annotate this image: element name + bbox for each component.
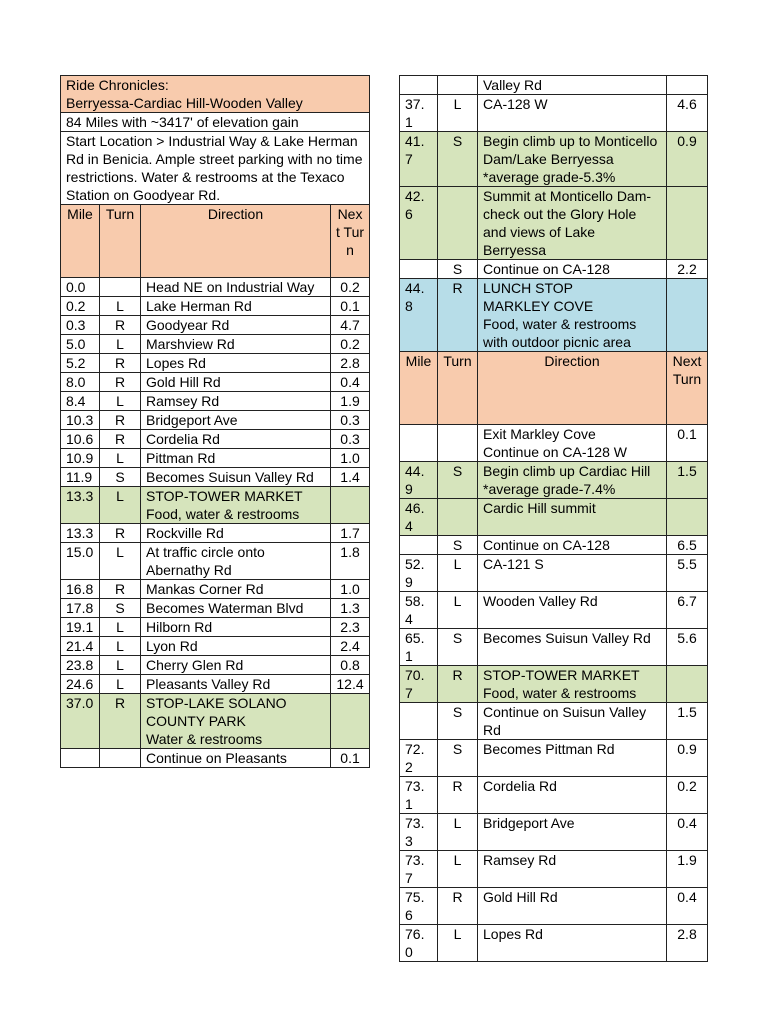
cue-row (61, 468, 370, 487)
cue-direction: Bridgeport Ave (478, 814, 667, 851)
cue-turn: L (100, 675, 141, 694)
cue-direction: Gold Hill Rd (141, 373, 331, 392)
cue-next-turn: 0.9 (667, 132, 708, 187)
cue-direction: Valley Rd (478, 76, 667, 95)
cue-row (61, 694, 370, 749)
cue-next-turn: 0.9 (667, 740, 708, 777)
cue-next-turn: 5.5 (667, 555, 708, 592)
cue-next-turn: 2.3 (331, 618, 370, 637)
cue-direction: Continue on Suisun Valley Rd (478, 703, 667, 740)
cue-row (61, 316, 370, 335)
cue-direction: Hilborn Rd (141, 618, 331, 637)
cue-mile (400, 425, 438, 462)
cue-row (61, 524, 370, 543)
cue-turn: R (438, 666, 478, 703)
cue-turn: R (438, 279, 478, 352)
cue-direction: Pleasants Valley Rd (141, 675, 331, 694)
cue-row (400, 703, 708, 740)
col-mile-header: Mile (61, 205, 100, 278)
cue-next-turn: 0.2 (331, 278, 370, 297)
cue-mile: 10.9 (61, 449, 100, 468)
cue-turn: L (100, 449, 141, 468)
cue-row (61, 411, 370, 430)
cue-next-turn: 0.1 (331, 297, 370, 316)
cue-turn: S (438, 536, 478, 555)
col-turn-header: Turn (100, 205, 141, 278)
cue-mile: 37.1 (400, 95, 438, 132)
cue-next-turn: 1.3 (331, 599, 370, 618)
cue-turn (438, 187, 478, 260)
cue-turn: S (438, 462, 478, 499)
cue-row (61, 599, 370, 618)
cue-direction: STOP-TOWER MARKET Food, water & restrooms (141, 487, 331, 524)
cue-mile: 17.8 (61, 599, 100, 618)
cue-next-turn (667, 499, 708, 536)
cue-row (400, 132, 708, 187)
cue-direction: Pittman Rd (141, 449, 331, 468)
cue-next-turn: 2.4 (331, 637, 370, 656)
cue-next-turn: 4.7 (331, 316, 370, 335)
cue-direction: CA-128 W (478, 95, 667, 132)
cue-row (61, 656, 370, 675)
cue-mile: 41.7 (400, 132, 438, 187)
column-header-row (61, 205, 370, 278)
cue-mile: 15.0 (61, 543, 100, 580)
cue-next-turn: 2.8 (331, 354, 370, 373)
cue-direction: Exit Markley Cove Continue on CA-128 W (478, 425, 667, 462)
cue-mile: 16.8 (61, 580, 100, 599)
cue-turn: R (438, 888, 478, 925)
cue-turn: L (438, 555, 478, 592)
cue-row (61, 675, 370, 694)
cue-mile: 10.3 (61, 411, 100, 430)
cue-mile: 58.4 (400, 592, 438, 629)
cue-direction: Gold Hill Rd (478, 888, 667, 925)
cue-direction: Lopes Rd (141, 354, 331, 373)
start-location: Start Location > Industrial Way & Lake Herman Rd in Benicia. Ample street parking with no time restrictions. Water & restrooms at the Texaco Station on Goodyear Rd. (61, 132, 370, 205)
cue-direction: Ramsey Rd (478, 851, 667, 888)
cue-mile: 46.4 (400, 499, 438, 536)
cue-direction: Begin climb up Cardiac Hill *average grade-7.4% (478, 462, 667, 499)
cue-turn: S (438, 740, 478, 777)
cue-row (61, 430, 370, 449)
cue-turn: S (438, 629, 478, 666)
cue-direction: At traffic circle onto Abernathy Rd (141, 543, 331, 580)
cue-next-turn: 0.3 (331, 411, 370, 430)
cue-next-turn: 2.8 (667, 925, 708, 962)
cue-mile: 52.9 (400, 555, 438, 592)
cue-next-turn (667, 187, 708, 260)
cue-row (400, 925, 708, 962)
cue-direction: Continue on CA-128 (478, 260, 667, 279)
cue-next-turn: 12.4 (331, 675, 370, 694)
cue-mile: 21.4 (61, 637, 100, 656)
cue-row (61, 335, 370, 354)
cue-next-turn: 1.4 (331, 468, 370, 487)
cue-turn: L (438, 95, 478, 132)
cue-mile: 10.6 (61, 430, 100, 449)
cue-sheet-left (60, 75, 370, 768)
cue-row (400, 499, 708, 536)
ride-stats-row (61, 113, 370, 132)
cue-mile: 11.9 (61, 468, 100, 487)
cue-next-turn: 0.3 (331, 430, 370, 449)
cue-row (61, 392, 370, 411)
cue-turn (100, 278, 141, 297)
cue-direction: Continue on CA-128 (478, 536, 667, 555)
cue-turn: S (438, 260, 478, 279)
cue-row (400, 777, 708, 814)
cue-direction: Lyon Rd (141, 637, 331, 656)
cue-direction: Lake Herman Rd (141, 297, 331, 316)
cue-mile (400, 260, 438, 279)
cue-row (400, 814, 708, 851)
cue-turn (438, 499, 478, 536)
column-header-row (400, 352, 708, 425)
cue-mile: 65.1 (400, 629, 438, 666)
cue-next-turn (667, 666, 708, 703)
cue-direction: Becomes Suisun Valley Rd (478, 629, 667, 666)
cue-row (61, 278, 370, 297)
cue-next-turn: 0.2 (331, 335, 370, 354)
cue-row (400, 462, 708, 499)
cue-mile (400, 703, 438, 740)
cue-row (61, 487, 370, 524)
cue-next-turn (667, 76, 708, 95)
cue-direction: Continue on Pleasants (141, 749, 331, 768)
cue-mile: 37.0 (61, 694, 100, 749)
cue-direction: Becomes Pittman Rd (478, 740, 667, 777)
cue-mile: 42.6 (400, 187, 438, 260)
cue-row (400, 76, 708, 95)
cue-row (61, 637, 370, 656)
cue-turn: S (438, 132, 478, 187)
cue-direction: Becomes Waterman Blvd (141, 599, 331, 618)
cue-mile: 44.8 (400, 279, 438, 352)
cue-next-turn: 4.6 (667, 95, 708, 132)
cue-direction: Cherry Glen Rd (141, 656, 331, 675)
cue-turn: R (100, 373, 141, 392)
cue-direction: Cordelia Rd (478, 777, 667, 814)
cue-row (61, 373, 370, 392)
cue-next-turn: 0.4 (667, 814, 708, 851)
cue-next-turn (331, 694, 370, 749)
cue-next-turn: 6.7 (667, 592, 708, 629)
cue-row (400, 536, 708, 555)
cue-direction: Rockville Rd (141, 524, 331, 543)
cue-turn: L (438, 814, 478, 851)
cue-mile: 5.2 (61, 354, 100, 373)
cue-turn (438, 425, 478, 462)
cue-sheet-right (399, 75, 708, 962)
cue-row (400, 592, 708, 629)
cue-direction: Summit at Monticello Dam-check out the Glory Hole and views of Lake Berryessa (478, 187, 667, 260)
cue-mile: 19.1 (61, 618, 100, 637)
cue-next-turn: 1.9 (331, 392, 370, 411)
cue-turn (100, 749, 141, 768)
cue-row (400, 425, 708, 462)
cue-mile: 13.3 (61, 487, 100, 524)
cue-direction: Marshview Rd (141, 335, 331, 354)
cue-turn: L (100, 543, 141, 580)
cue-turn: L (438, 851, 478, 888)
ride-title-row (61, 76, 370, 113)
cue-mile: 70.7 (400, 666, 438, 703)
cue-next-turn: 0.1 (331, 749, 370, 768)
cue-turn: L (100, 618, 141, 637)
cue-mile: 73.1 (400, 777, 438, 814)
cue-direction: Cordelia Rd (141, 430, 331, 449)
cue-turn: L (100, 297, 141, 316)
cue-row (400, 851, 708, 888)
cue-direction: Bridgeport Ave (141, 411, 331, 430)
cue-direction: Lopes Rd (478, 925, 667, 962)
cue-mile: 0.0 (61, 278, 100, 297)
cue-next-turn (667, 279, 708, 352)
cue-turn: R (100, 316, 141, 335)
cue-turn: R (100, 580, 141, 599)
cue-row (400, 888, 708, 925)
cue-mile: 0.3 (61, 316, 100, 335)
cue-row (400, 260, 708, 279)
cue-mile: 75.6 (400, 888, 438, 925)
cue-row (400, 629, 708, 666)
cue-row (61, 580, 370, 599)
ride-title: Ride Chronicles: Berryessa-Cardiac Hill-Wooden Valley (61, 76, 370, 113)
cue-mile (61, 749, 100, 768)
cue-mile: 76.0 (400, 925, 438, 962)
cue-row (61, 449, 370, 468)
cue-turn: L (100, 487, 141, 524)
cue-next-turn: 1.0 (331, 449, 370, 468)
cue-mile: 24.6 (61, 675, 100, 694)
cue-turn: L (438, 925, 478, 962)
cue-row (61, 749, 370, 768)
cue-turn: R (100, 411, 141, 430)
cue-direction: Becomes Suisun Valley Rd (141, 468, 331, 487)
cue-turn (438, 76, 478, 95)
cue-mile (400, 536, 438, 555)
cue-row (400, 187, 708, 260)
cue-next-turn: 1.9 (667, 851, 708, 888)
cue-mile: 8.0 (61, 373, 100, 392)
cue-row (400, 666, 708, 703)
cue-direction: Mankas Corner Rd (141, 580, 331, 599)
cue-next-turn: 2.2 (667, 260, 708, 279)
cue-turn: R (438, 777, 478, 814)
cue-direction: Begin climb up to Monticello Dam/Lake Berryessa *average grade-5.3% (478, 132, 667, 187)
cue-next-turn (331, 487, 370, 524)
cue-turn: R (100, 694, 141, 749)
cue-next-turn: 1.5 (667, 703, 708, 740)
cue-next-turn: 0.2 (667, 777, 708, 814)
cue-turn: L (438, 592, 478, 629)
cue-direction: STOP-LAKE SOLANO COUNTY PARK Water & restrooms (141, 694, 331, 749)
cue-row (400, 95, 708, 132)
cue-row (400, 740, 708, 777)
cue-turn: L (100, 392, 141, 411)
col-direction-header: Direction (141, 205, 331, 278)
cue-turn: R (100, 524, 141, 543)
cue-row (400, 279, 708, 352)
cue-next-turn: 1.7 (331, 524, 370, 543)
col-next-header: Next Turn (331, 205, 370, 278)
cue-row (61, 354, 370, 373)
cue-mile: 13.3 (61, 524, 100, 543)
cue-next-turn: 1.5 (667, 462, 708, 499)
cue-row (61, 618, 370, 637)
cue-row (400, 555, 708, 592)
col-mile-header: Mile (400, 352, 438, 425)
ride-stats: 84 Miles with ~3417' of elevation gain (61, 113, 370, 132)
cue-mile: 72.2 (400, 740, 438, 777)
cue-turn: S (438, 703, 478, 740)
cue-mile: 8.4 (61, 392, 100, 411)
cue-next-turn: 1.0 (331, 580, 370, 599)
cue-turn: S (100, 599, 141, 618)
start-location-row (61, 132, 370, 205)
cue-next-turn: 0.4 (667, 888, 708, 925)
cue-row (61, 297, 370, 316)
cue-mile: 73.3 (400, 814, 438, 851)
cue-next-turn: 0.8 (331, 656, 370, 675)
cue-turn: S (100, 468, 141, 487)
cue-next-turn: 5.6 (667, 629, 708, 666)
cue-turn: L (100, 335, 141, 354)
cue-turn: L (100, 637, 141, 656)
cue-direction: LUNCH STOP MARKLEY COVE Food, water & restrooms with outdoor picnic area (478, 279, 667, 352)
cue-next-turn: 0.1 (667, 425, 708, 462)
cue-next-turn: 1.8 (331, 543, 370, 580)
cue-direction: Cardic Hill summit (478, 499, 667, 536)
col-turn-header: Turn (438, 352, 478, 425)
cue-direction: Wooden Valley Rd (478, 592, 667, 629)
cue-mile: 44.9 (400, 462, 438, 499)
cue-next-turn: 0.4 (331, 373, 370, 392)
cue-mile (400, 76, 438, 95)
cue-direction: Ramsey Rd (141, 392, 331, 411)
cue-mile: 23.8 (61, 656, 100, 675)
col-direction-header: Direction (478, 352, 667, 425)
cue-direction: CA-121 S (478, 555, 667, 592)
cue-mile: 5.0 (61, 335, 100, 354)
cue-next-turn: 6.5 (667, 536, 708, 555)
cue-turn: R (100, 354, 141, 373)
cue-direction: Goodyear Rd (141, 316, 331, 335)
cue-turn: R (100, 430, 141, 449)
col-next-header: Next Turn (667, 352, 708, 425)
cue-direction: STOP-TOWER MARKET Food, water & restrooms (478, 666, 667, 703)
cue-direction: Head NE on Industrial Way (141, 278, 331, 297)
cue-row (61, 543, 370, 580)
cue-turn: L (100, 656, 141, 675)
cue-mile: 0.2 (61, 297, 100, 316)
cue-mile: 73.7 (400, 851, 438, 888)
